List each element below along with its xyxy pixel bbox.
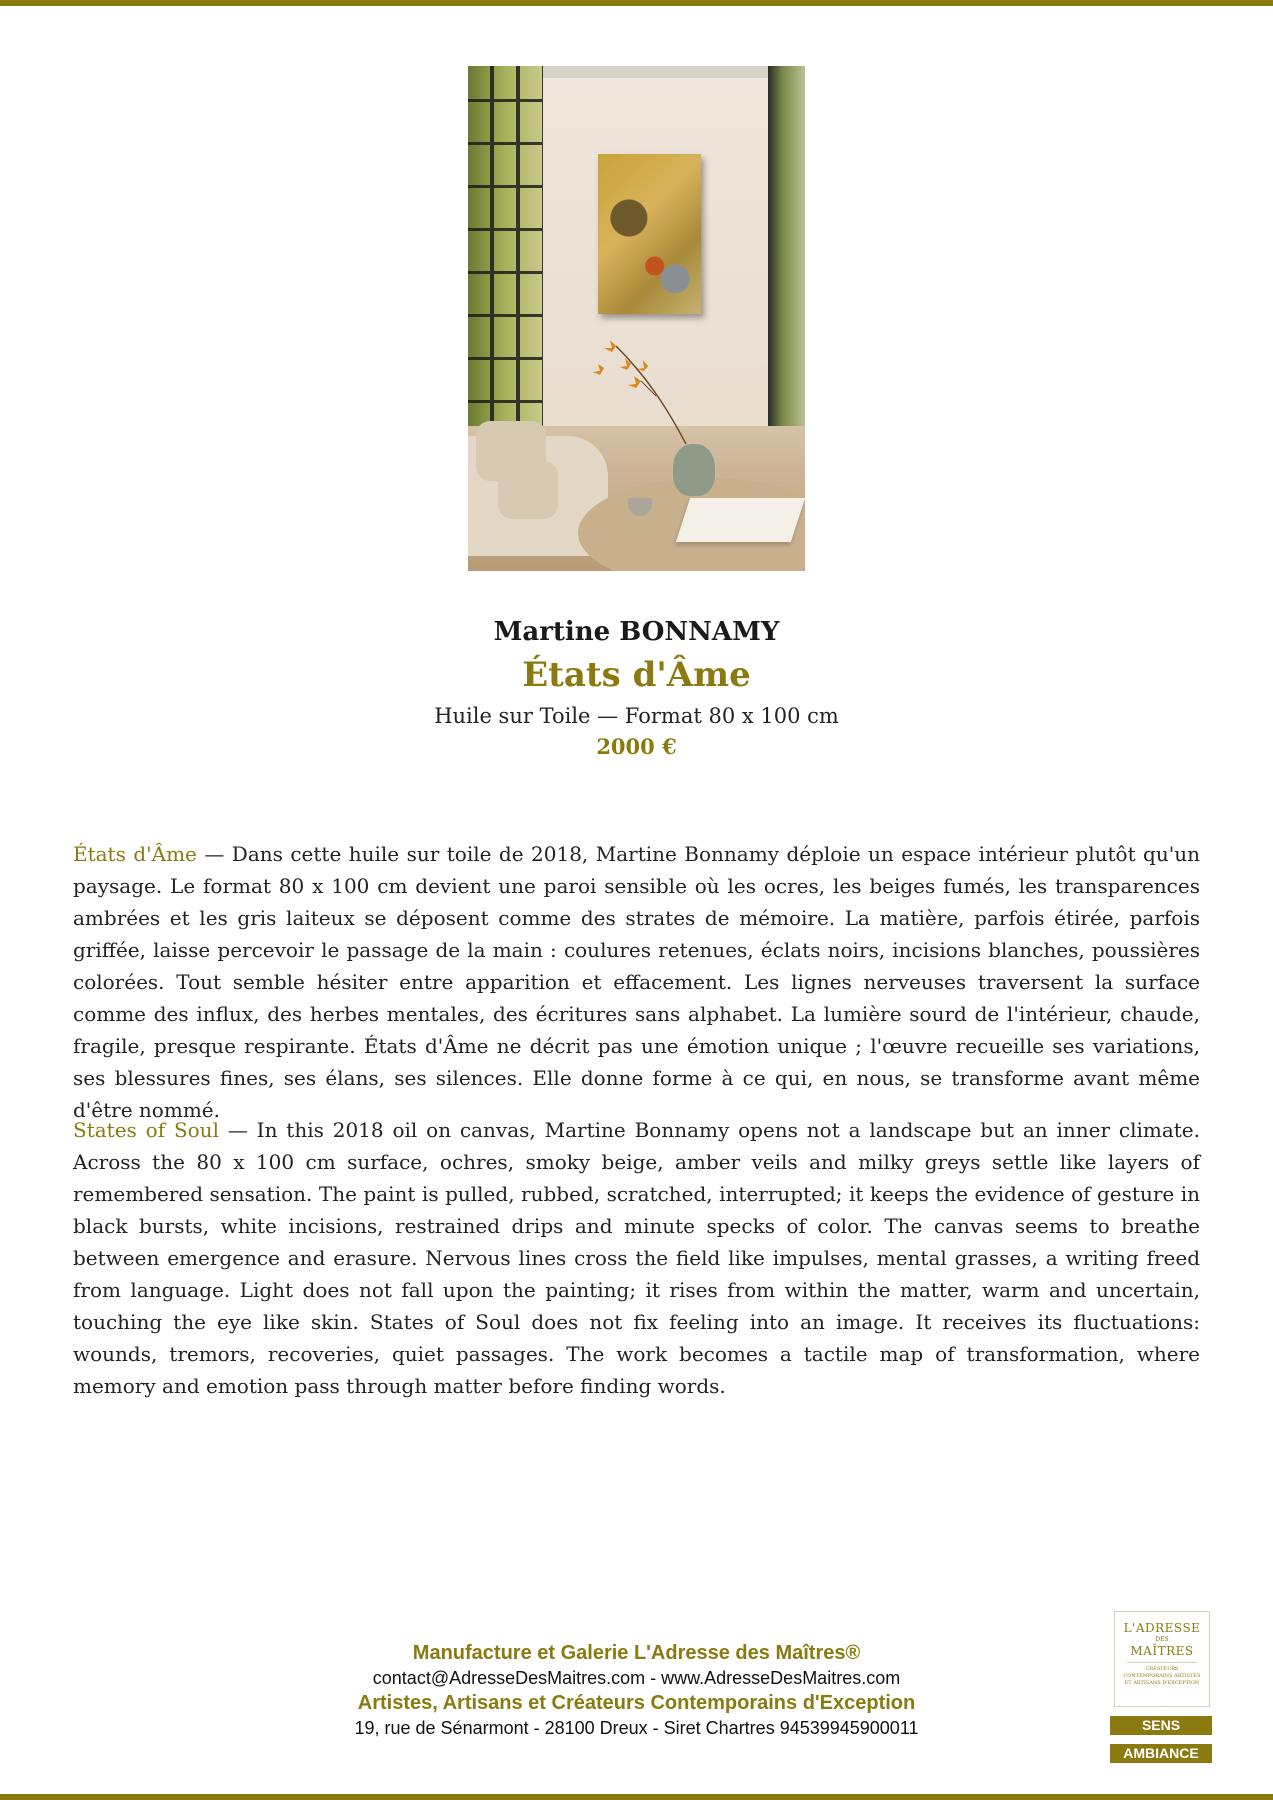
badge-sens: SENS bbox=[1110, 1716, 1212, 1735]
footer-address: 19, rue de Sénarmont - 28100 Dreux - Siret Chartres 94539945900011 bbox=[354, 1718, 919, 1738]
footer-contact[interactable]: contact@AdresseDesMaitres.com - www.AdresseDesMaitres.com bbox=[372, 1668, 901, 1688]
gallery-logo bbox=[1114, 1611, 1210, 1707]
description-french bbox=[73, 838, 1200, 1126]
artwork-price: 2000 € bbox=[596, 734, 677, 759]
description-english-text: — In this 2018 oil on canvas, Martine Bonnamy opens not a landscape but an inner climate. Across the 80 x 100 cm surface, ochres, smoky beige, amber veils and milky greys settle like layers of remembered sensation. The paint is pulled, rubbed, scratched, interrupted; it keeps the evidence of gesture in black bursts, white incisions, restrained drips and minute specks of color. The canvas seems to breathe between emergence and erasure. Nervous lines cross the field like impulses, mental grasses, a writing freed from language. Light does not fall upon the painting; it rises from within the matter, warm and uncertain, touching the eye like skin. States of Soul does not fix feeling into an image. It receives its fluctuations: wounds, tremors, recoveries, quiet passages. The work becomes a tactile map of transformation, where memory and emotion pass through matter before finding words. bbox=[73, 1118, 1201, 1398]
artwork-interior-photo bbox=[468, 66, 805, 571]
description-french-text: — Dans cette huile sur toile de 2018, Martine Bonnamy déploie un espace intérieur plutôt qu'un paysage. Le format 80 x 100 cm devient une paroi sensible où les ocres, les beiges fumés, les transparences ambrées et les gris laiteux se déposent comme des strates de mémoire. La matière, parfois étirée, parfois griffée, laisse percevoir le passage de la main : coulures retenues, éclats noirs, incisions blanches, poussières colorées. Tout semble hésiter entre apparition et effacement. Les lignes nerveuses traversent la surface comme des influx, des herbes mentales, des écritures sans alphabet. La lumière sourd de l'intérieur, chaude, fragile, presque respirante. États d'Âme ne décrit pas une émotion unique ; l'œuvre recueille ses variations, ses blessures fines, ses élans, ses silences. Elle donne forme à ce qui, en nous, se transforme avant même d'être nommé. bbox=[73, 842, 1201, 1122]
logo-line-2: DES bbox=[1155, 1636, 1169, 1643]
description-french-lead: États d'Âme bbox=[73, 842, 197, 866]
description-english bbox=[73, 1114, 1200, 1402]
logo-line-4: CRÉATEURS CONTEMPORAINS ARTISTES ET ARTISANS D'EXCEPTION bbox=[1123, 1666, 1201, 1686]
footer-tagline: Artistes, Artisans et Créateurs Contemporains d'Exception bbox=[357, 1692, 916, 1714]
footer bbox=[0, 1640, 1273, 1740]
description-english-lead: States of Soul bbox=[73, 1118, 219, 1142]
artist-name: Martine BONNAMY bbox=[493, 617, 780, 647]
artwork-title: États d'Âme bbox=[522, 655, 751, 695]
bottom-rule bbox=[0, 1794, 1273, 1800]
artwork-medium: Huile sur Toile — Format 80 x 100 cm bbox=[434, 704, 839, 728]
artwork-title-block bbox=[0, 612, 1273, 762]
badge-ambiance: AMBIANCE bbox=[1110, 1744, 1212, 1763]
footer-gallery-name: Manufacture et Galerie L'Adresse des Maîtres® bbox=[412, 1642, 861, 1664]
top-rule bbox=[0, 0, 1273, 6]
painting-on-wall bbox=[598, 154, 701, 314]
logo-line-1: L'ADRESSE bbox=[1123, 1621, 1201, 1635]
logo-line-3: MAÎTRES bbox=[1130, 1644, 1194, 1658]
